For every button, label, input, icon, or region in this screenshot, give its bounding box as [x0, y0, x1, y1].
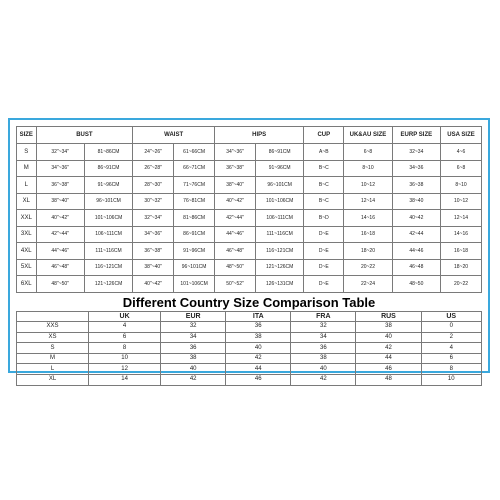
comparison-value-cell: 34	[161, 332, 226, 343]
size-value-cell: 46"~48"	[215, 243, 256, 260]
size-value-cell: 86~91CM	[174, 226, 215, 243]
comparison-size-cell: M	[17, 353, 89, 364]
size-value-cell: 16~18	[344, 226, 392, 243]
size-value-cell: 96~101CM	[255, 177, 303, 194]
comparison-value-cell: 38	[161, 353, 226, 364]
size-value-cell: 32"~34"	[36, 144, 84, 161]
comparison-value-cell: 6	[421, 353, 482, 364]
size-value-cell: 28"~30"	[133, 177, 174, 194]
size-value-cell: 34"~36"	[36, 160, 84, 177]
header-bust: BUST	[36, 127, 133, 144]
size-table-header	[17, 127, 482, 144]
comparison-size-cell: XL	[17, 375, 89, 386]
size-value-cell: 121~126CM	[255, 259, 303, 276]
comparison-value-cell: 10	[89, 353, 161, 364]
size-value-cell: 48"~50"	[36, 276, 84, 293]
comparison-value-cell: 36	[161, 343, 226, 354]
size-label-cell: 3XL	[17, 226, 37, 243]
comparison-value-cell: 8	[421, 364, 482, 375]
comparison-value-cell: 38	[356, 322, 421, 333]
size-value-cell: 42"~44"	[215, 210, 256, 227]
comparison-table	[16, 311, 482, 386]
size-row	[17, 210, 482, 227]
size-row	[17, 226, 482, 243]
size-value-cell: 30"~32"	[133, 193, 174, 210]
size-value-cell: 22~24	[344, 276, 392, 293]
size-value-cell: 14~16	[344, 210, 392, 227]
size-value-cell: 6~8	[441, 160, 482, 177]
size-value-cell: 50"~52"	[215, 276, 256, 293]
comparison-row	[17, 332, 482, 343]
size-value-cell: B~C	[304, 177, 344, 194]
size-value-cell: 81~86CM	[84, 144, 132, 161]
size-chart-frame	[8, 118, 490, 383]
comparison-value-cell: 32	[161, 322, 226, 333]
size-value-cell: 38~40	[392, 193, 440, 210]
size-value-cell: 18~20	[344, 243, 392, 260]
size-value-cell: 24"~26"	[133, 144, 174, 161]
size-value-cell: B~D	[304, 210, 344, 227]
size-value-cell: 61~66CM	[174, 144, 215, 161]
size-value-cell: 116~121CM	[84, 259, 132, 276]
size-value-cell: 91~96CM	[255, 160, 303, 177]
size-label-cell: S	[17, 144, 37, 161]
size-value-cell: 48"~50"	[215, 259, 256, 276]
comparison-value-cell: 6	[89, 332, 161, 343]
size-label-cell: 4XL	[17, 243, 37, 260]
comparison-value-cell: 8	[89, 343, 161, 354]
size-row	[17, 276, 482, 293]
header-size: SIZE	[17, 127, 37, 144]
size-value-cell: D~E	[304, 259, 344, 276]
size-value-cell: 91~96CM	[174, 243, 215, 260]
size-row	[17, 193, 482, 210]
header-cup: CUP	[304, 127, 344, 144]
comparison-value-cell: 44	[356, 353, 421, 364]
size-value-cell: 14~16	[441, 226, 482, 243]
size-value-cell: 38"~40"	[36, 193, 84, 210]
size-value-cell: 10~12	[344, 177, 392, 194]
size-value-cell: 101~106CM	[84, 210, 132, 227]
comparison-row	[17, 364, 482, 375]
size-chart-content	[16, 126, 482, 383]
size-value-cell: 20~22	[344, 259, 392, 276]
size-value-cell: 101~106CM	[255, 193, 303, 210]
size-value-cell: 126~131CM	[255, 276, 303, 293]
comparison-value-cell: 42	[161, 375, 226, 386]
comparison-header	[17, 311, 482, 322]
comparison-value-cell: 42	[356, 343, 421, 354]
size-value-cell: 32~34	[392, 144, 440, 161]
size-value-cell: 40"~42"	[133, 276, 174, 293]
size-value-cell: 96~101CM	[174, 259, 215, 276]
comparison-value-cell: 40	[356, 332, 421, 343]
comparison-row	[17, 353, 482, 364]
size-value-cell: 40~42	[392, 210, 440, 227]
size-value-cell: 86~91CM	[84, 160, 132, 177]
comparison-header-uk: UK	[89, 311, 161, 322]
size-value-cell: 42"~44"	[36, 226, 84, 243]
size-value-cell: 6~8	[344, 144, 392, 161]
size-label-cell: 5XL	[17, 259, 37, 276]
size-value-cell: 12~14	[441, 210, 482, 227]
size-value-cell: D~E	[304, 276, 344, 293]
size-value-cell: 36"~38"	[133, 243, 174, 260]
comparison-title: Different Country Size Comparison Table	[122, 294, 376, 310]
comparison-size-cell: L	[17, 364, 89, 375]
size-label-cell: XL	[17, 193, 37, 210]
comparison-value-cell: 48	[356, 375, 421, 386]
size-value-cell: 8~10	[344, 160, 392, 177]
comparison-value-cell: 40	[161, 364, 226, 375]
size-value-cell: 10~12	[441, 193, 482, 210]
comparison-value-cell: 12	[89, 364, 161, 375]
comparison-value-cell: 46	[226, 375, 291, 386]
comparison-header-ita: ITA	[226, 311, 291, 322]
size-value-cell: 48~50	[392, 276, 440, 293]
size-value-cell: 36"~38"	[36, 177, 84, 194]
size-row	[17, 144, 482, 161]
size-value-cell: 18~20	[441, 259, 482, 276]
size-value-cell: 44"~46"	[36, 243, 84, 260]
comparison-header-blank	[17, 311, 89, 322]
size-value-cell: 40"~42"	[215, 193, 256, 210]
comparison-size-cell: XS	[17, 332, 89, 343]
header-waist: WAIST	[133, 127, 215, 144]
comparison-value-cell: 40	[291, 364, 356, 375]
comparison-header-eur: EUR	[161, 311, 226, 322]
size-label-cell: 6XL	[17, 276, 37, 293]
header-eurp: EURP SIZE	[392, 127, 440, 144]
comparison-row	[17, 375, 482, 386]
comparison-value-cell: 14	[89, 375, 161, 386]
comparison-value-cell: 4	[421, 343, 482, 354]
comparison-value-cell: 36	[291, 343, 356, 354]
comparison-header-us: US	[421, 311, 482, 322]
size-value-cell: 71~76CM	[174, 177, 215, 194]
size-value-cell: 44"~46"	[215, 226, 256, 243]
size-row	[17, 259, 482, 276]
comparison-header-rus: RUS	[356, 311, 421, 322]
comparison-value-cell: 40	[226, 343, 291, 354]
size-value-cell: D~E	[304, 226, 344, 243]
comparison-header-fra: FRA	[291, 311, 356, 322]
comparison-value-cell: 38	[291, 353, 356, 364]
size-value-cell: 34"~36"	[133, 226, 174, 243]
size-value-cell: 38"~40"	[215, 177, 256, 194]
size-value-cell: B~C	[304, 160, 344, 177]
comparison-size-cell: XXS	[17, 322, 89, 333]
size-label-cell: XXL	[17, 210, 37, 227]
size-value-cell: 111~116CM	[255, 226, 303, 243]
size-value-cell: 4~6	[441, 144, 482, 161]
comparison-value-cell: 10	[421, 375, 482, 386]
comparison-row	[17, 322, 482, 333]
header-usa: USA SIZE	[441, 127, 482, 144]
size-value-cell: 8~10	[441, 177, 482, 194]
size-value-cell: 111~116CM	[84, 243, 132, 260]
size-value-cell: 16~18	[441, 243, 482, 260]
header-uk-au: UK&AU SIZE	[344, 127, 392, 144]
size-value-cell: 32"~34"	[133, 210, 174, 227]
size-value-cell: 36~38	[392, 177, 440, 194]
size-value-cell: 91~96CM	[84, 177, 132, 194]
size-value-cell: A~B	[304, 144, 344, 161]
comparison-value-cell: 46	[356, 364, 421, 375]
size-value-cell: B~C	[304, 193, 344, 210]
size-value-cell: 12~14	[344, 193, 392, 210]
size-row	[17, 177, 482, 194]
size-label-cell: M	[17, 160, 37, 177]
size-value-cell: 34"~36"	[215, 144, 256, 161]
size-value-cell: 101~106CM	[174, 276, 215, 293]
size-value-cell: 38"~40"	[133, 259, 174, 276]
size-value-cell: 46"~48"	[36, 259, 84, 276]
size-value-cell: 36"~38"	[215, 160, 256, 177]
size-value-cell: 40"~42"	[36, 210, 84, 227]
size-value-cell: 81~86CM	[174, 210, 215, 227]
size-value-cell: 34~36	[392, 160, 440, 177]
size-row	[17, 243, 482, 260]
comparison-value-cell: 2	[421, 332, 482, 343]
comparison-value-cell: 44	[226, 364, 291, 375]
size-table	[16, 126, 482, 293]
comparison-value-cell: 32	[291, 322, 356, 333]
comparison-value-cell: 36	[226, 322, 291, 333]
size-value-cell: 106~111CM	[84, 226, 132, 243]
comparison-value-cell: 38	[226, 332, 291, 343]
size-value-cell: 42~44	[392, 226, 440, 243]
size-label-cell: L	[17, 177, 37, 194]
size-value-cell: 66~71CM	[174, 160, 215, 177]
header-hips: HIPS	[215, 127, 304, 144]
comparison-size-cell: S	[17, 343, 89, 354]
size-value-cell: 20~22	[441, 276, 482, 293]
size-value-cell: 46~48	[392, 259, 440, 276]
comparison-value-cell: 0	[421, 322, 482, 333]
comparison-row	[17, 343, 482, 354]
size-value-cell: 86~91CM	[255, 144, 303, 161]
size-value-cell: 106~111CM	[255, 210, 303, 227]
comparison-value-cell: 4	[89, 322, 161, 333]
size-value-cell: 116~121CM	[255, 243, 303, 260]
comparison-value-cell: 42	[226, 353, 291, 364]
size-value-cell: 26"~28"	[133, 160, 174, 177]
size-row	[17, 160, 482, 177]
comparison-value-cell: 42	[291, 375, 356, 386]
size-value-cell: 76~81CM	[174, 193, 215, 210]
size-value-cell: 96~101CM	[84, 193, 132, 210]
size-value-cell: D~E	[304, 243, 344, 260]
comparison-value-cell: 34	[291, 332, 356, 343]
size-value-cell: 121~126CM	[84, 276, 132, 293]
size-value-cell: 44~46	[392, 243, 440, 260]
